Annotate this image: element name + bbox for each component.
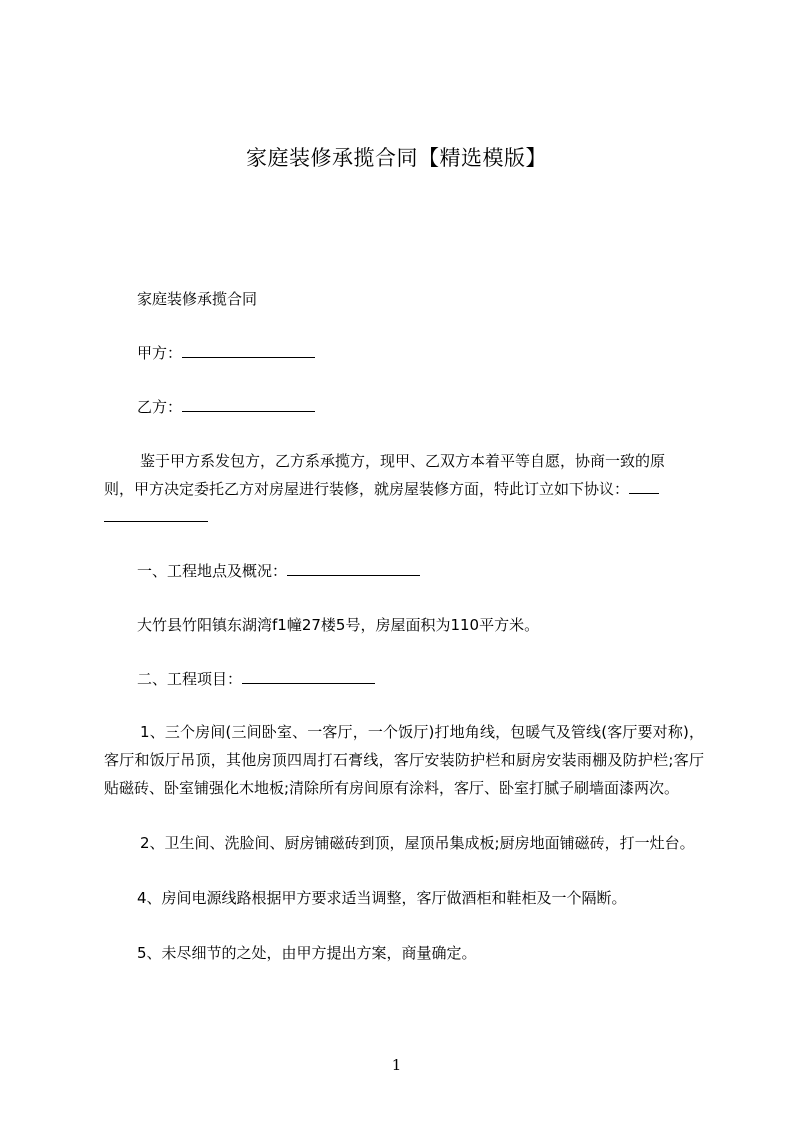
section-1-heading [104,557,704,585]
preamble-line-3 [104,503,704,531]
preamble-line-2-text: 则，甲方决定委托乙方对房屋进行装修，就房屋装修方面，特此订立如下协议： [104,480,630,498]
party-a-label: 甲方： [137,344,183,362]
section-2-blank [242,668,375,684]
section-2-heading-text: 二、工程项目： [137,670,243,688]
section-1-blank [287,560,420,576]
party-b-label: 乙方： [137,398,183,416]
contract-subtitle-text: 家庭装修承揽合同 [137,290,258,308]
item-5-paragraph: 5、未尽细节的之处，由甲方提出方案，商量确定。 [137,944,477,962]
item-1-paragraph: 1、三个房间(三间卧室、一客厅，一个饭厅)打地角线，包暖气及管线(客厅要对称)，客厅和饭厅吊顶，其他房顶四周打石膏线，客厅安装防护栏和厨房安装雨棚及防护栏;客厅贴磁砖、卧室铺强化木地板;清除所有房间原有涂料，客厅、卧室打腻子刷墙面漆两次。 [104,723,704,797]
section-1-heading-text: 一、工程地点及概况： [137,562,288,580]
item-4-paragraph: 4、房间电源线路根据甲方要求适当调整，客厅做酒柜和鞋柜及一个隔断。 [137,889,627,907]
location-paragraph: 大竹县竹阳镇东湖湾f1幢27楼5号，房屋面积为110平方米。 [137,616,540,634]
section-2-heading [104,665,704,693]
party-a-blank [182,342,315,358]
contract-subtitle [104,285,704,313]
item-2-paragraph: 2、卫生间、洗脸间、厨房铺磁砖到顶，屋顶吊集成板;厨房地面铺磁砖，打一灶台。 [140,834,695,852]
preamble-blank-end [629,478,659,494]
preamble-blank-continued [104,506,208,522]
party-a-line [104,339,704,367]
document-body [104,285,704,967]
preamble-paragraph [104,447,704,531]
preamble-line-2 [104,475,704,503]
document-title: 家庭装修承揽合同【精选模版】 [246,146,547,170]
preamble-line-1: 鉴于甲方系发包方，乙方系承揽方，现甲、乙双方本着平等自愿，协商一致的原 [140,452,666,470]
page-number: 1 [391,1056,402,1074]
party-b-blank [182,396,315,412]
party-b-line [104,393,704,421]
